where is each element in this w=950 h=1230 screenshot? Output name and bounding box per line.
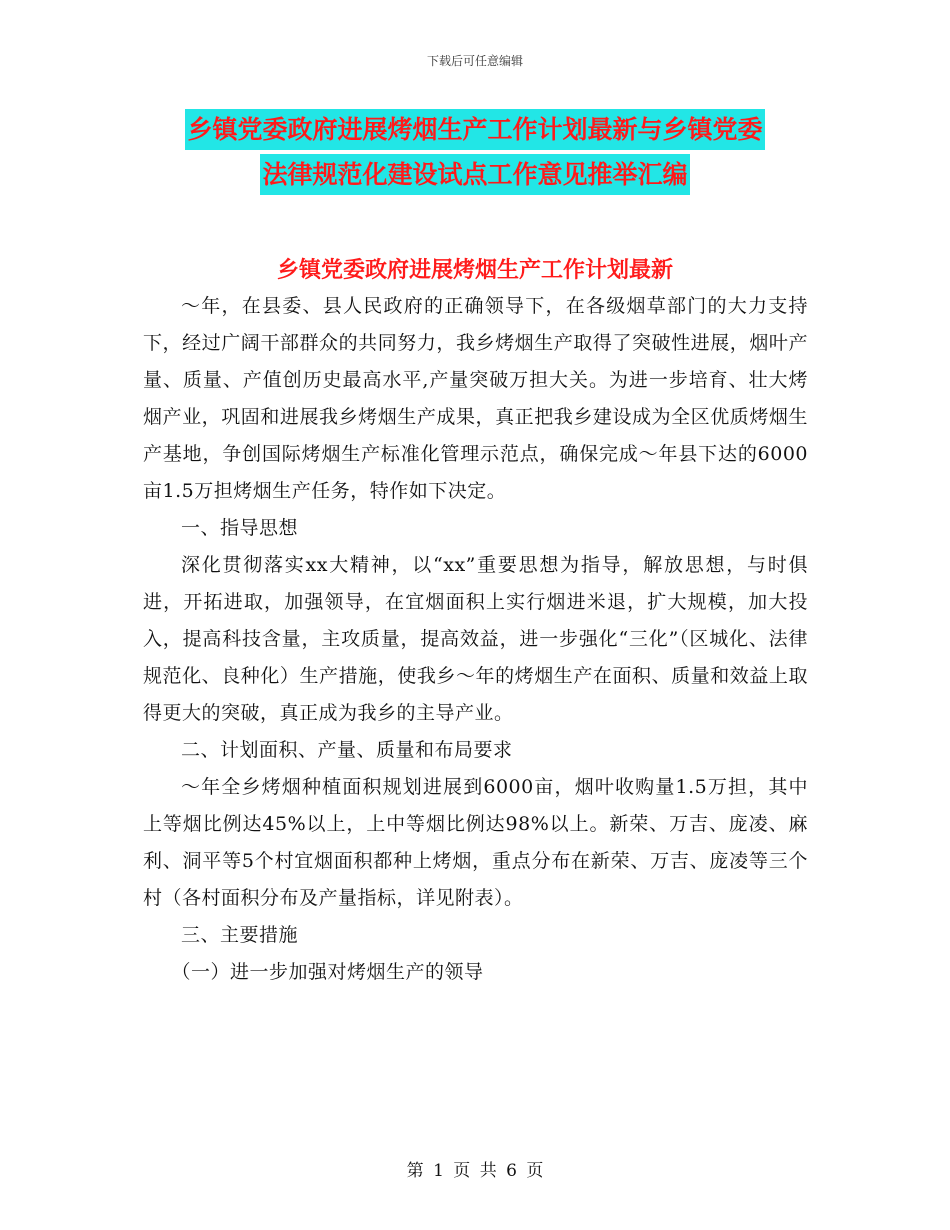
- header-note: 下载后可任意编辑: [426, 54, 523, 68]
- paragraph-plan-requirements: ～年全乡烤烟种植面积规划进展到6000亩，烟叶收购量1.5万担，其中上等烟比例达45%以上，上中等烟比例达98%以上。新荣、万吉、庞凌、麻利、洞平等5个村宜烟面积都种上烤烟，重点分布在新荣、万吉、庞凌等三个村（各村面积分布及产量指标，详见附表）。: [143, 776, 808, 909]
- title-highlight-2: 法律规范化建设试点工作意见推举汇编: [260, 154, 689, 195]
- title-highlight-1: 乡镇党委政府进展烤烟生产工作计划最新与乡镇党委: [185, 109, 764, 150]
- heading-plan-requirements: 二、计划面积、产量、质量和布局要求: [181, 739, 513, 761]
- subheading-leadership: （一）进一步加强对烤烟生产的领导: [171, 961, 484, 983]
- page-footer: 第 1 页 共 6 页: [406, 1161, 544, 1181]
- paragraph-intro: ～年，在县委、县人民政府的正确领导下，在各级烟草部门的大力支持下，经过广阔干部群众的共同努力，我乡烤烟生产取得了突破性进展，烟叶产量、质量、产值创历史最高水平,产量突破万担大关。为进一步培育、壮大烤烟产业，巩固和进展我乡烤烟生产成果，真正把我乡建设成为全区优质烤烟生产基地，争创国际烤烟生产标准化管理示范点，确保完成～年县下达的6000亩1.5万担烤烟生产任务，特作如下决定。: [143, 295, 808, 502]
- heading-main-measures: 三、主要措施: [181, 924, 299, 946]
- heading-guiding-ideology: 一、指导思想: [181, 517, 299, 539]
- section-title: 乡镇党委政府进展烤烟生产工作计划最新: [276, 258, 673, 283]
- document-title-line-1: [0, 117, 950, 142]
- paragraph-guiding-ideology: 深化贯彻落实xx大精神，以“xx”重要思想为指导，解放思想，与时俱进，开拓进取，加强领导，在宜烟面积上实行烟进米退，扩大规模，加大投入，提高科技含量，主攻质量，提高效益，进一步强化“三化”（区城化、法律规范化、良种化）生产措施，使我乡～年的烤烟生产在面积、质量和效益上取得更大的突破，真正成为我乡的主导产业。: [143, 554, 808, 724]
- document-title-line-2: [0, 162, 950, 187]
- body-text: [143, 288, 808, 991]
